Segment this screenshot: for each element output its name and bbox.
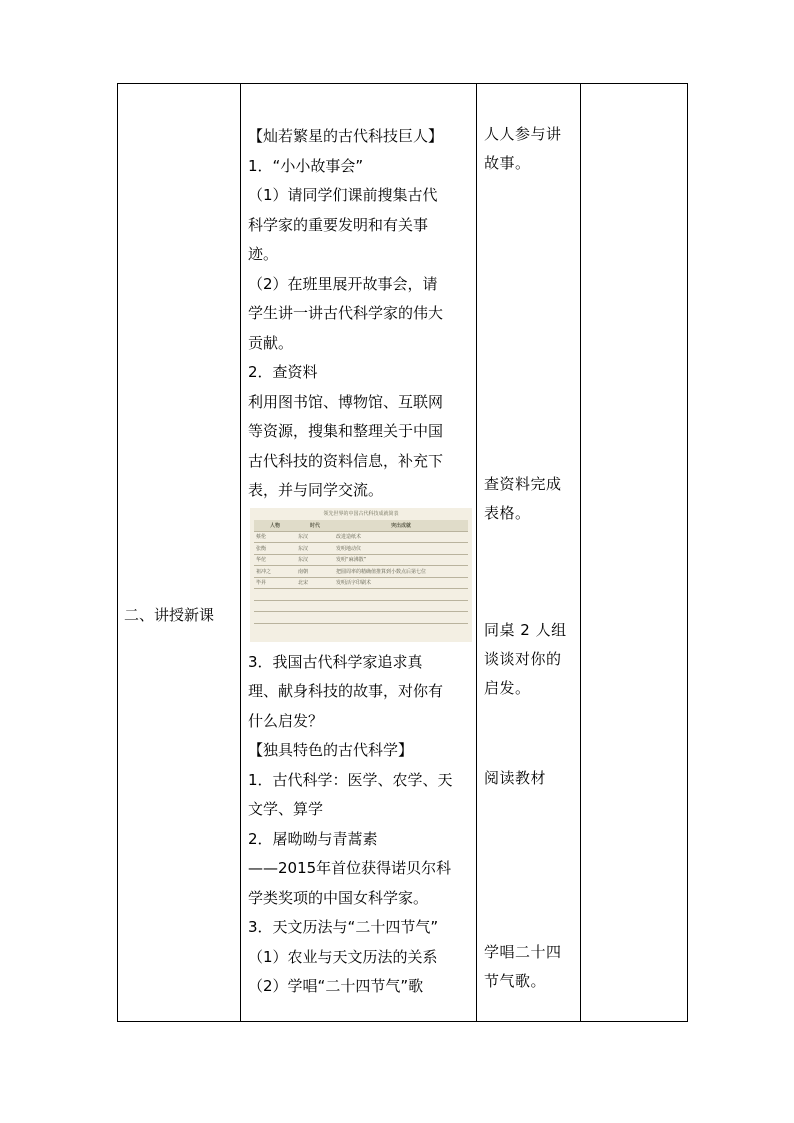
textbook-table-row [254,554,468,566]
content-line: （2）在班里展开故事会，请 [248,274,438,293]
teaching-content [248,122,473,1002]
student-activity-line: 人人参与讲 [484,125,562,143]
textbook-table-cell [296,589,334,601]
textbook-table-header: 突出成就 [334,520,468,532]
student-activity-line: 查资料完成 [484,475,562,493]
textbook-table-cell [296,612,334,624]
textbook-table-row [254,577,468,589]
textbook-table-cell: 北宋 [296,577,334,589]
textbook-table-row [254,531,468,543]
content-lines-after [248,648,473,1002]
textbook-table-cell: 南朝 [296,566,334,578]
content-line: 等资源，搜集和整理关于中国 [248,422,444,440]
textbook-table-cell: 发明“麻沸散” [334,554,468,566]
content-line: 3．天文历法与“二十四节气” [248,918,439,936]
student-activity-line: 阅读教材 [484,769,547,787]
content-lines [248,122,473,506]
content-line: 3．我国古代科学家追求真 [248,652,423,671]
content-line: 【灿若繁星的古代科技巨人】 [248,127,444,145]
content-line: （1）农业与天文历法的关系 [248,947,438,966]
content-line: 文学、算学 [248,800,324,818]
textbook-table-cell: 发明地动仪 [334,543,468,555]
student-activity-line: 节气歌。 [484,972,547,990]
content-line: 1．古代科学：医学、农学、天 [248,770,453,789]
textbook-table-cell [254,600,296,612]
student-activity [484,470,584,528]
textbook-table-row [254,589,468,601]
content-line: ——2015年首位获得诺贝尔科 [248,859,452,877]
textbook-table-cell [334,589,468,601]
textbook-table-cell [254,589,296,601]
content-line: 2．屠呦呦与青蒿素 [248,829,378,848]
textbook-table-cell: 发明活字印刷术 [334,577,468,589]
student-activity [484,764,584,793]
textbook-table-header: 时代 [296,520,334,532]
content-line: 科学家的重要发明和有关事 [248,215,429,234]
student-activity-line: 启发。 [484,679,531,697]
content-line: 古代科技的资料信息，补充下 [248,451,444,470]
stage-label: 二、讲授新课 [124,606,215,624]
student-activity [484,616,584,703]
textbook-table-cell: 东汉 [296,531,334,543]
textbook-table-cell: 东汉 [296,543,334,555]
student-activity [484,120,584,178]
textbook-table-row [254,612,468,624]
content-line: 利用图书馆、博物馆、互联网 [248,392,444,411]
column-divider [240,84,241,1021]
textbook-table-row [254,600,468,612]
content-line: 贡献。 [248,333,294,352]
column-divider [580,84,581,1021]
textbook-table-cell: 蔡伦 [254,531,296,543]
student-activity-line: 谈谈对你的 [484,650,562,668]
content-line: 2．查资料 [248,363,318,381]
content-line: 【独具特色的古代科学】 [248,741,414,759]
textbook-table-cell: 华佗 [254,554,296,566]
textbook-table-cell: 祖冲之 [254,566,296,578]
student-activity-line: 同桌 2 人组 [484,621,567,639]
textbook-table [254,520,468,624]
content-line: 1．“小小故事会” [248,156,364,175]
textbook-table-row [254,543,468,555]
column-divider [476,84,477,1021]
textbook-table-cell [296,600,334,612]
textbook-table-cell: 把圆周率的精确值推算到小数点后第七位 [334,566,468,578]
lesson-table [117,83,688,1022]
textbook-table-cell: 改进造纸术 [334,531,468,543]
student-activity [484,938,584,996]
student-activity-line: 学唱二十四 [484,943,562,961]
content-line: （1）请同学们课前搜集古代 [248,186,438,204]
content-line: 学生讲一讲古代科学家的伟大 [248,304,444,322]
textbook-table-image [250,508,472,642]
textbook-table-row [254,566,468,578]
textbook-table-header: 人物 [254,520,296,532]
textbook-table-title: 领先世界的中国古代科技成就简表 [323,510,399,517]
content-line: 什么启发？ [248,711,324,730]
textbook-table-cell: 毕昇 [254,577,296,589]
content-line: 迹。 [248,245,279,263]
student-activity-line: 表格。 [484,504,531,522]
content-line: 理、献身科技的故事，对你有 [248,682,444,700]
textbook-table-cell [254,612,296,624]
student-activity-line: 故事。 [484,154,531,172]
textbook-table-cell [334,612,468,624]
content-line: 学类奖项的中国女科学家。 [248,888,429,907]
content-line: （2）学唱“二十四节气”歌 [248,977,424,995]
textbook-table-cell: 张衡 [254,543,296,555]
textbook-table-cell: 东汉 [296,554,334,566]
content-line: 表，并与同学交流。 [248,481,384,499]
textbook-table-cell [334,600,468,612]
